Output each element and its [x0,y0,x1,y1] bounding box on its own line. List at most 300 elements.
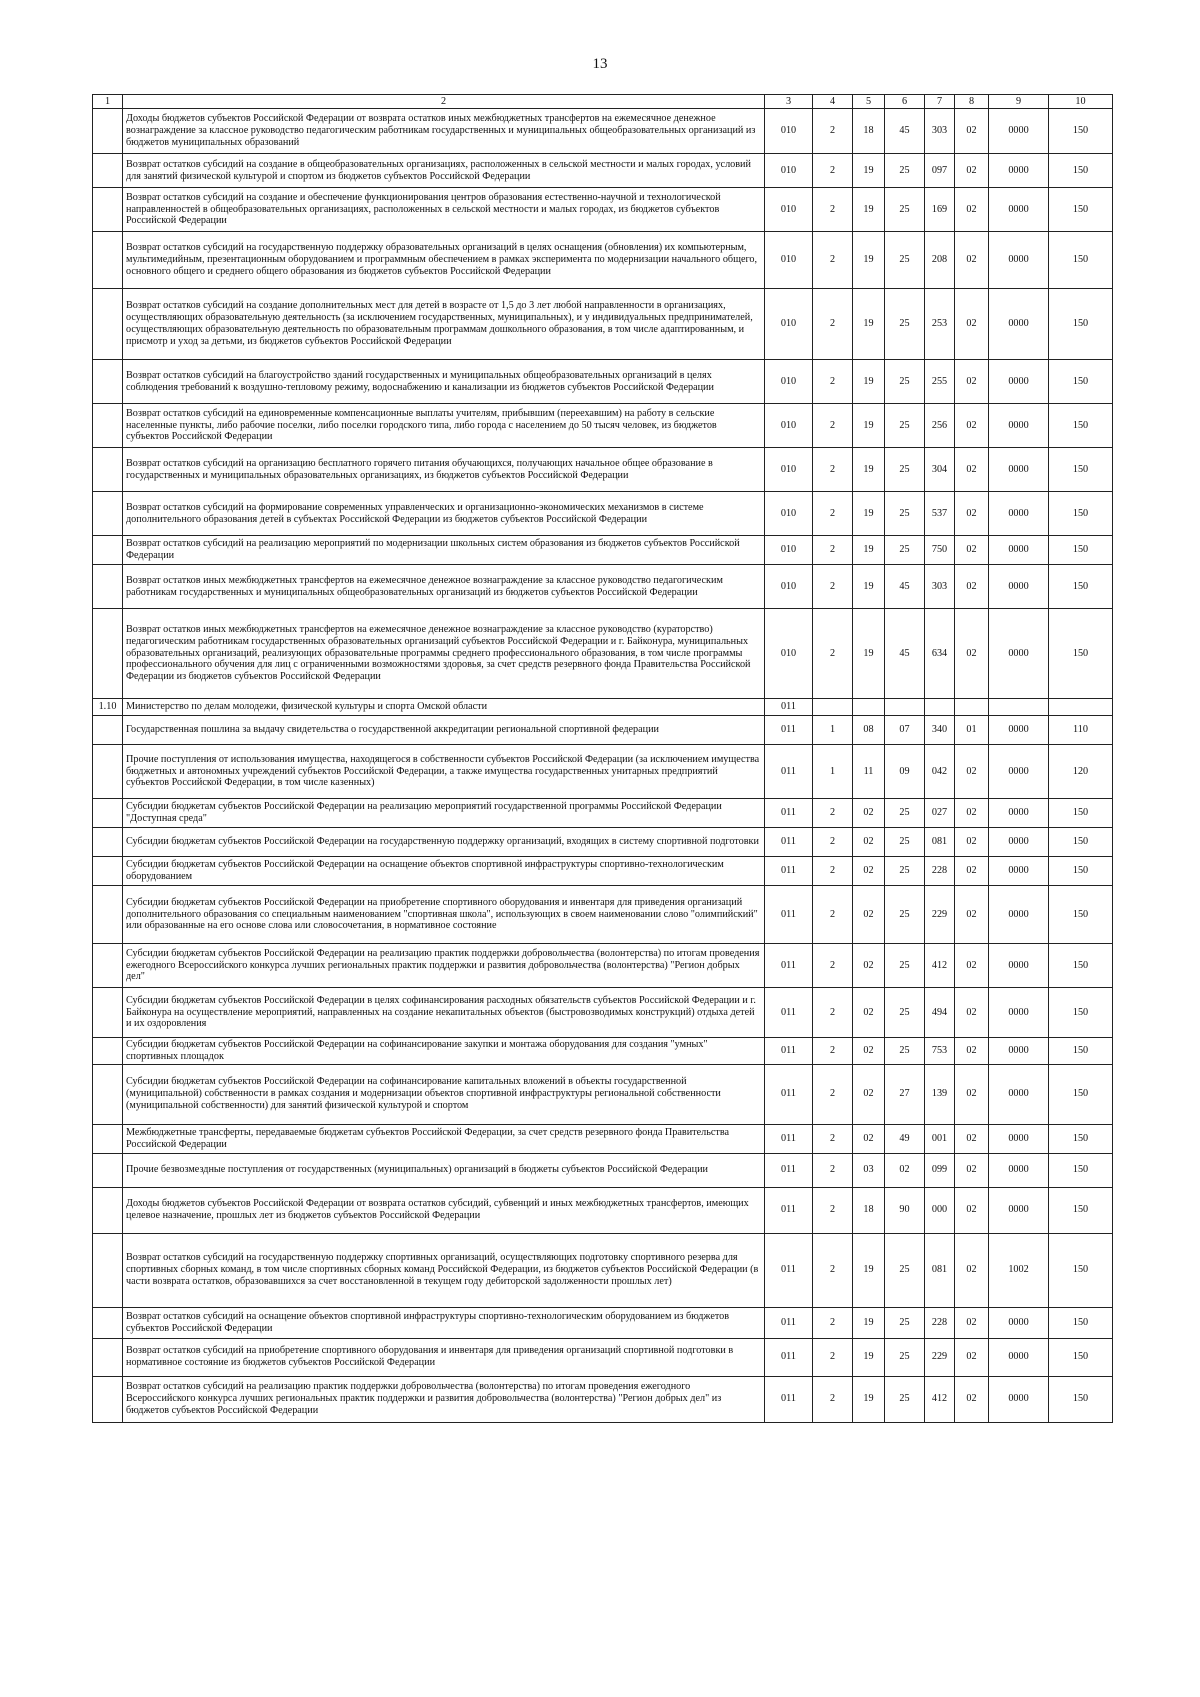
code-cell: 2 [813,1153,853,1187]
code-cell: 2 [813,1338,853,1376]
row-number [93,886,123,944]
code-cell: 02 [853,828,885,857]
page-number: 13 [592,56,608,72]
code-cell: 208 [925,232,955,289]
code-cell: 01 [955,716,989,745]
code-cell: 228 [925,857,955,886]
row-number [93,944,123,988]
code-cell: 303 [925,565,955,609]
code-cell: 2 [813,448,853,492]
table-row [93,1233,1113,1307]
code-cell: 25 [885,289,925,360]
revenue-description: Министерство по делам молодежи, физической культуры и спорта Омской области [123,699,765,716]
code-cell: 011 [765,1233,813,1307]
revenue-description: Возврат остатков субсидий на государственную поддержку образовательных организаций в целях оснащения (обновления) их компьютерным, мультимедийным, презентационным оборудованием и программным обеспечением в рамках эксперимента по модернизации начального общего, основного общего и среднего общего образования из бюджетов субъектов Российской Федерации [123,232,765,289]
code-cell: 25 [885,1338,925,1376]
code-cell: 19 [853,1376,885,1422]
revenue-description: Субсидии бюджетам субъектов Российской Федерации на реализацию мероприятий государственной программы Российской Федерации "Доступная среда" [123,799,765,828]
code-cell: 0000 [989,988,1049,1038]
code-cell: 150 [1049,944,1113,988]
code-cell: 0000 [989,536,1049,565]
revenue-description: Возврат остатков субсидий на организацию бесплатного горячего питания обучающихся, получающих начальное общее образование в государственных и муниципальных образовательных организациях, из бюджетов субъектов Российской Федерации [123,448,765,492]
column-number: 5 [853,95,885,109]
code-cell: 25 [885,1038,925,1065]
table-row [93,1153,1113,1187]
code-cell: 0000 [989,799,1049,828]
code-cell: 19 [853,360,885,404]
code-cell: 011 [765,944,813,988]
code-cell: 2 [813,232,853,289]
code-cell: 25 [885,154,925,188]
row-number [93,1153,123,1187]
code-cell: 19 [853,1338,885,1376]
code-cell: 19 [853,565,885,609]
code-cell: 2 [813,109,853,154]
table-row [93,886,1113,944]
code-cell: 303 [925,109,955,154]
row-number [93,745,123,799]
code-cell: 0000 [989,857,1049,886]
revenue-description: Возврат остатков субсидий на оснащение объектов спортивной инфраструктуры спортивно-технологическим оборудованием из бюджетов субъектов Российской Федерации [123,1307,765,1338]
code-cell: 150 [1049,886,1113,944]
code-cell: 02 [955,988,989,1038]
code-cell: 011 [765,1064,813,1124]
code-cell: 19 [853,1307,885,1338]
code-cell: 25 [885,536,925,565]
table-row [93,1064,1113,1124]
code-cell: 2 [813,404,853,448]
row-number [93,1187,123,1233]
table-row [93,188,1113,232]
revenue-description: Возврат остатков субсидий на формирование современных управленческих и организационно-экономических механизмов в системе дополнительного образования детей в субъектах Российской Федерации из бюджетов субъектов Российской Федерации [123,492,765,536]
code-cell: 25 [885,857,925,886]
code-cell: 2 [813,857,853,886]
code-cell: 03 [853,1153,885,1187]
code-cell: 02 [955,404,989,448]
code-cell: 19 [853,154,885,188]
code-cell: 010 [765,609,813,699]
table-row [93,1124,1113,1153]
code-cell [1049,699,1113,716]
revenue-description: Прочие безвозмездные поступления от государственных (муниципальных) организаций в бюджеты субъектов Российской Федерации [123,1153,765,1187]
code-cell: 0000 [989,944,1049,988]
code-cell: 02 [955,799,989,828]
revenue-description: Возврат остатков субсидий на реализацию мероприятий по модернизации школьных систем образования из бюджетов субъектов Российской Федерации [123,536,765,565]
code-cell [885,699,925,716]
row-number [93,232,123,289]
code-cell: 02 [853,886,885,944]
code-cell: 2 [813,1064,853,1124]
code-cell: 2 [813,536,853,565]
code-cell: 150 [1049,1064,1113,1124]
code-cell: 02 [955,1064,989,1124]
revenue-description: Возврат остатков субсидий на создание в общеобразовательных организациях, расположенных в сельской местности и малых городах, условий для занятий физической культурой и спортом из бюджетов субъектов Российской Федерации [123,154,765,188]
code-cell: 1002 [989,1233,1049,1307]
code-cell: 010 [765,404,813,448]
row-number [93,1233,123,1307]
code-cell: 19 [853,188,885,232]
code-cell: 19 [853,404,885,448]
code-cell: 02 [955,1038,989,1065]
revenue-description: Возврат остатков субсидий на реализацию практик поддержки добровольчества (волонтерства) по итогам проведения ежегодного Всероссийского конкурса лучших региональных практик поддержки и развития добровольчества (волонтерства) "Регион добрых дел" из бюджетов субъектов Российской Федерации [123,1376,765,1422]
code-cell: 2 [813,289,853,360]
row-number [93,404,123,448]
row-number [93,799,123,828]
code-cell: 19 [853,492,885,536]
code-cell: 0000 [989,886,1049,944]
code-cell: 90 [885,1187,925,1233]
row-number [93,109,123,154]
code-cell: 25 [885,828,925,857]
code-cell: 081 [925,1233,955,1307]
revenue-description: Субсидии бюджетам субъектов Российской Федерации на приобретение спортивного оборудования и инвентаря для приведения организаций дополнительного образования со специальным наименованием "спортивная школа", использующих в своем наименовании слово "олимпийский" или образованные на его основе слова или словосочетания, в нормативное состояние [123,886,765,944]
code-cell: 150 [1049,1338,1113,1376]
code-cell: 2 [813,492,853,536]
row-number [93,536,123,565]
code-cell: 02 [955,1153,989,1187]
code-cell: 0000 [989,360,1049,404]
code-cell: 02 [955,289,989,360]
row-number [93,565,123,609]
table-row [93,360,1113,404]
code-cell: 18 [853,1187,885,1233]
table-row [93,1038,1113,1065]
code-cell: 0000 [989,1376,1049,1422]
code-cell: 19 [853,536,885,565]
code-cell: 228 [925,1307,955,1338]
code-cell: 0000 [989,1187,1049,1233]
code-cell: 340 [925,716,955,745]
revenue-description: Прочие поступления от использования имущества, находящегося в собственности субъектов Российской Федерации (за исключением имущества бюджетных и автономных учреждений субъектов Российской Федерации, а также имущества государственных унитарных предприятий субъектов Российской Федерации, в том числе казенных) [123,745,765,799]
code-cell [813,699,853,716]
code-cell: 25 [885,1307,925,1338]
revenue-description: Доходы бюджетов субъектов Российской Федерации от возврата остатков субсидий, субвенций и иных межбюджетных трансфертов, имеющих целевое назначение, прошлых лет из бюджетов субъектов Российской Федерации [123,1187,765,1233]
code-cell: 19 [853,609,885,699]
code-cell: 150 [1049,609,1113,699]
code-cell [925,699,955,716]
code-cell: 0000 [989,745,1049,799]
code-cell: 753 [925,1038,955,1065]
code-cell: 02 [955,1124,989,1153]
code-cell: 09 [885,745,925,799]
code-cell: 2 [813,154,853,188]
table-row [93,1307,1113,1338]
code-cell: 000 [925,1187,955,1233]
row-number [93,448,123,492]
code-cell: 02 [955,886,989,944]
code-cell: 304 [925,448,955,492]
table-row [93,289,1113,360]
code-cell: 2 [813,944,853,988]
code-cell: 0000 [989,1153,1049,1187]
code-cell [853,699,885,716]
code-cell: 412 [925,1376,955,1422]
code-cell: 19 [853,232,885,289]
code-cell: 097 [925,154,955,188]
code-cell: 0000 [989,188,1049,232]
code-cell: 02 [955,492,989,536]
row-number [93,1307,123,1338]
code-cell [955,699,989,716]
code-cell: 0000 [989,565,1049,609]
code-cell: 011 [765,1153,813,1187]
table-row [93,232,1113,289]
code-cell: 25 [885,448,925,492]
code-cell: 02 [955,109,989,154]
code-cell: 537 [925,492,955,536]
table-row [93,109,1113,154]
code-cell: 2 [813,360,853,404]
code-cell: 25 [885,404,925,448]
code-cell: 150 [1049,154,1113,188]
code-cell: 412 [925,944,955,988]
code-cell: 19 [853,289,885,360]
column-number: 3 [765,95,813,109]
code-cell: 2 [813,1233,853,1307]
row-number [93,492,123,536]
revenue-description: Субсидии бюджетам субъектов Российской Федерации на софинансирование закупки и монтажа оборудования для создания "умных" спортивных площадок [123,1038,765,1065]
row-number [93,1124,123,1153]
code-cell: 1 [813,716,853,745]
code-cell: 169 [925,188,955,232]
code-cell: 0000 [989,1338,1049,1376]
code-cell: 0000 [989,1038,1049,1065]
code-cell: 010 [765,448,813,492]
code-cell: 0000 [989,289,1049,360]
column-number: 10 [1049,95,1113,109]
code-cell: 02 [853,1064,885,1124]
code-cell: 010 [765,536,813,565]
revenue-description: Межбюджетные трансферты, передаваемые бюджетам субъектов Российской Федерации, за счет средств резервного фонда Правительства Российской Федерации [123,1124,765,1153]
code-cell: 229 [925,1338,955,1376]
row-number: 1.10 [93,699,123,716]
code-cell: 02 [853,988,885,1038]
code-cell: 25 [885,492,925,536]
code-cell: 11 [853,745,885,799]
revenue-description: Возврат остатков субсидий на благоустройство зданий государственных и муниципальных общеобразовательных организаций в целях соблюдения требований к воздушно-тепловому режиму, водоснабжению и канализации из бюджетов субъектов Российской Федерации [123,360,765,404]
code-cell: 150 [1049,448,1113,492]
table-row [93,609,1113,699]
code-cell: 02 [955,857,989,886]
table-row [93,1338,1113,1376]
code-cell: 150 [1049,492,1113,536]
code-cell: 02 [853,1124,885,1153]
code-cell: 02 [853,1038,885,1065]
row-number [93,1376,123,1422]
code-cell: 0000 [989,609,1049,699]
table-row [93,799,1113,828]
code-cell: 45 [885,565,925,609]
code-cell: 150 [1049,565,1113,609]
code-cell: 150 [1049,1233,1113,1307]
code-cell: 120 [1049,745,1113,799]
code-cell: 2 [813,609,853,699]
code-cell: 010 [765,188,813,232]
code-cell: 0000 [989,1064,1049,1124]
code-cell: 494 [925,988,955,1038]
row-number [93,289,123,360]
code-cell: 02 [853,799,885,828]
code-cell: 0000 [989,1307,1049,1338]
table-row [93,404,1113,448]
code-cell: 19 [853,1233,885,1307]
code-cell: 750 [925,536,955,565]
column-number: 2 [123,95,765,109]
code-cell: 150 [1049,1038,1113,1065]
code-cell: 0000 [989,492,1049,536]
code-cell: 011 [765,857,813,886]
code-cell: 099 [925,1153,955,1187]
code-cell: 150 [1049,1307,1113,1338]
code-cell: 150 [1049,360,1113,404]
code-cell: 02 [955,1187,989,1233]
code-cell: 25 [885,360,925,404]
code-cell: 19 [853,448,885,492]
code-cell: 0000 [989,448,1049,492]
code-cell: 253 [925,289,955,360]
row-number [93,1038,123,1065]
revenue-description: Доходы бюджетов субъектов Российской Федерации от возврата остатков иных межбюджетных трансфертов на ежемесячное денежное вознаграждение за классное руководство педагогическим работникам государственных и муниципальных общеобразовательных организаций из бюджетов муниципальных образований [123,109,765,154]
code-cell: 25 [885,188,925,232]
code-cell: 2 [813,799,853,828]
code-cell: 02 [853,857,885,886]
code-cell: 02 [955,360,989,404]
revenue-description: Возврат остатков субсидий на создание и обеспечение функционирования центров образования естественно-научной и технологической направленностей в общеобразовательных организациях, расположенных в сельской местности и малых городах, из бюджетов субъектов Российской Федерации [123,188,765,232]
code-cell: 011 [765,828,813,857]
code-cell: 2 [813,1187,853,1233]
code-cell: 011 [765,799,813,828]
table-body [93,109,1113,1423]
code-cell: 02 [955,232,989,289]
column-number: 4 [813,95,853,109]
code-cell: 18 [853,109,885,154]
code-cell: 011 [765,745,813,799]
code-cell: 2 [813,1376,853,1422]
code-cell: 0000 [989,1124,1049,1153]
code-cell: 256 [925,404,955,448]
row-number [93,360,123,404]
code-cell: 27 [885,1064,925,1124]
row-number [93,1064,123,1124]
code-cell: 02 [955,609,989,699]
code-cell: 150 [1049,232,1113,289]
revenue-description: Возврат остатков иных межбюджетных трансфертов на ежемесячное денежное вознаграждение за классное руководство (кураторство) педагогическим работникам государственных образовательных организаций субъектов Российской Федерации и г. Байконура, муниципальных образовательных организаций, реализующих образовательные программы среднего профессионального образования, в том числе программы профессионального обучения для лиц с ограниченными возможностями здоровья, за счет средств резервного фонда Правительства Российской Федерации из бюджетов субъектов Российской Федерации [123,609,765,699]
code-cell: 255 [925,360,955,404]
code-cell: 0000 [989,154,1049,188]
code-cell: 150 [1049,828,1113,857]
code-cell: 150 [1049,1153,1113,1187]
table-row [93,988,1113,1038]
column-number-row [93,95,1113,109]
code-cell: 25 [885,232,925,289]
code-cell: 1 [813,745,853,799]
revenue-description: Государственная пошлина за выдачу свидетельства о государственной аккредитации региональной спортивной федерации [123,716,765,745]
code-cell: 150 [1049,1124,1113,1153]
code-cell [989,699,1049,716]
column-number: 6 [885,95,925,109]
code-cell: 2 [813,1038,853,1065]
code-cell: 011 [765,1038,813,1065]
code-cell: 25 [885,988,925,1038]
table-row [93,1376,1113,1422]
code-cell: 02 [955,154,989,188]
code-cell: 0000 [989,232,1049,289]
code-cell: 011 [765,699,813,716]
row-number [93,857,123,886]
code-cell: 45 [885,609,925,699]
code-cell: 081 [925,828,955,857]
code-cell: 011 [765,988,813,1038]
code-cell: 150 [1049,109,1113,154]
revenue-description: Возврат остатков субсидий на создание дополнительных мест для детей в возрасте от 1,5 до 3 лет любой направленности в организациях, осуществляющих образовательную деятельность (за исключением государственных, муниципальных), и у индивидуальных предпринимателей, осуществляющих образовательную деятельность по образовательным программам дошкольного образования, в том числе адаптированным, и присмотр и уход за детьми, из бюджетов субъектов Российской Федерации [123,289,765,360]
code-cell: 02 [955,188,989,232]
code-cell: 2 [813,886,853,944]
code-cell: 25 [885,799,925,828]
code-cell: 0000 [989,109,1049,154]
table-row [93,565,1113,609]
code-cell: 25 [885,886,925,944]
column-number: 8 [955,95,989,109]
code-cell: 0000 [989,716,1049,745]
table-row [93,448,1113,492]
code-cell: 150 [1049,536,1113,565]
code-cell: 0000 [989,828,1049,857]
code-cell: 150 [1049,857,1113,886]
code-cell: 150 [1049,188,1113,232]
code-cell: 2 [813,1307,853,1338]
code-cell: 010 [765,109,813,154]
code-cell: 49 [885,1124,925,1153]
code-cell: 25 [885,1233,925,1307]
table-row [93,745,1113,799]
code-cell: 027 [925,799,955,828]
code-cell: 011 [765,886,813,944]
revenue-description: Субсидии бюджетам субъектов Российской Федерации на реализацию практик поддержки добровольчества (волонтерства) по итогам проведения ежегодного Всероссийского конкурса лучших региональных практик поддержки и развития добровольчества (волонтерства) "Регион добрых дел" [123,944,765,988]
row-number [93,1338,123,1376]
code-cell: 02 [955,1307,989,1338]
revenue-description: Субсидии бюджетам субъектов Российской Федерации в целях софинансирования расходных обязательств субъектов Российской Федерации и г. Байконура на осуществление мероприятий, направленных на создание некапитальных объектов (быстровозводимых конструкций) отдыха детей и их оздоровления [123,988,765,1038]
row-number [93,188,123,232]
row-number [93,609,123,699]
code-cell: 150 [1049,988,1113,1038]
code-cell: 010 [765,492,813,536]
code-cell: 139 [925,1064,955,1124]
code-cell: 02 [955,448,989,492]
revenue-description: Субсидии бюджетам субъектов Российской Федерации на государственную поддержку организаций, входящих в систему спортивной подготовки [123,828,765,857]
revenue-description: Возврат остатков иных межбюджетных трансфертов на ежемесячное денежное вознаграждение за классное руководство педагогическим работникам государственных и муниципальных общеобразовательных организаций из бюджетов субъектов Российской Федерации [123,565,765,609]
code-cell: 150 [1049,289,1113,360]
code-cell: 2 [813,828,853,857]
revenue-description: Субсидии бюджетам субъектов Российской Федерации на софинансирование капитальных вложений в объекты государственной (муниципальной) собственности в рамках создания и модернизации объектов спортивной инфраструктуры региональной собственности (муниципальной собственности) для занятий физической культурой и спортом [123,1064,765,1124]
code-cell: 150 [1049,799,1113,828]
code-cell: 08 [853,716,885,745]
code-cell: 2 [813,188,853,232]
code-cell: 011 [765,1307,813,1338]
code-cell: 02 [955,1233,989,1307]
code-cell: 02 [853,944,885,988]
revenue-description: Возврат остатков субсидий на государственную поддержку спортивных организаций, осуществляющих подготовку спортивного резерва для спортивных сборных команд, в том числе спортивных сборных команд Российской Федерации, из бюджетов субъектов Российской Федерации (в части возврата остатков, образовавшихся за счет восстановленной в текущем году дебиторской задолженности прошлых лет) [123,1233,765,1307]
code-cell: 150 [1049,1376,1113,1422]
code-cell: 02 [955,1376,989,1422]
code-cell: 02 [955,828,989,857]
code-cell: 2 [813,988,853,1038]
row-number [93,716,123,745]
code-cell: 02 [955,944,989,988]
row-number [93,154,123,188]
revenue-description: Субсидии бюджетам субъектов Российской Федерации на оснащение объектов спортивной инфраструктуры спортивно-технологическим оборудованием [123,857,765,886]
code-cell: 02 [955,1338,989,1376]
code-cell: 011 [765,1338,813,1376]
